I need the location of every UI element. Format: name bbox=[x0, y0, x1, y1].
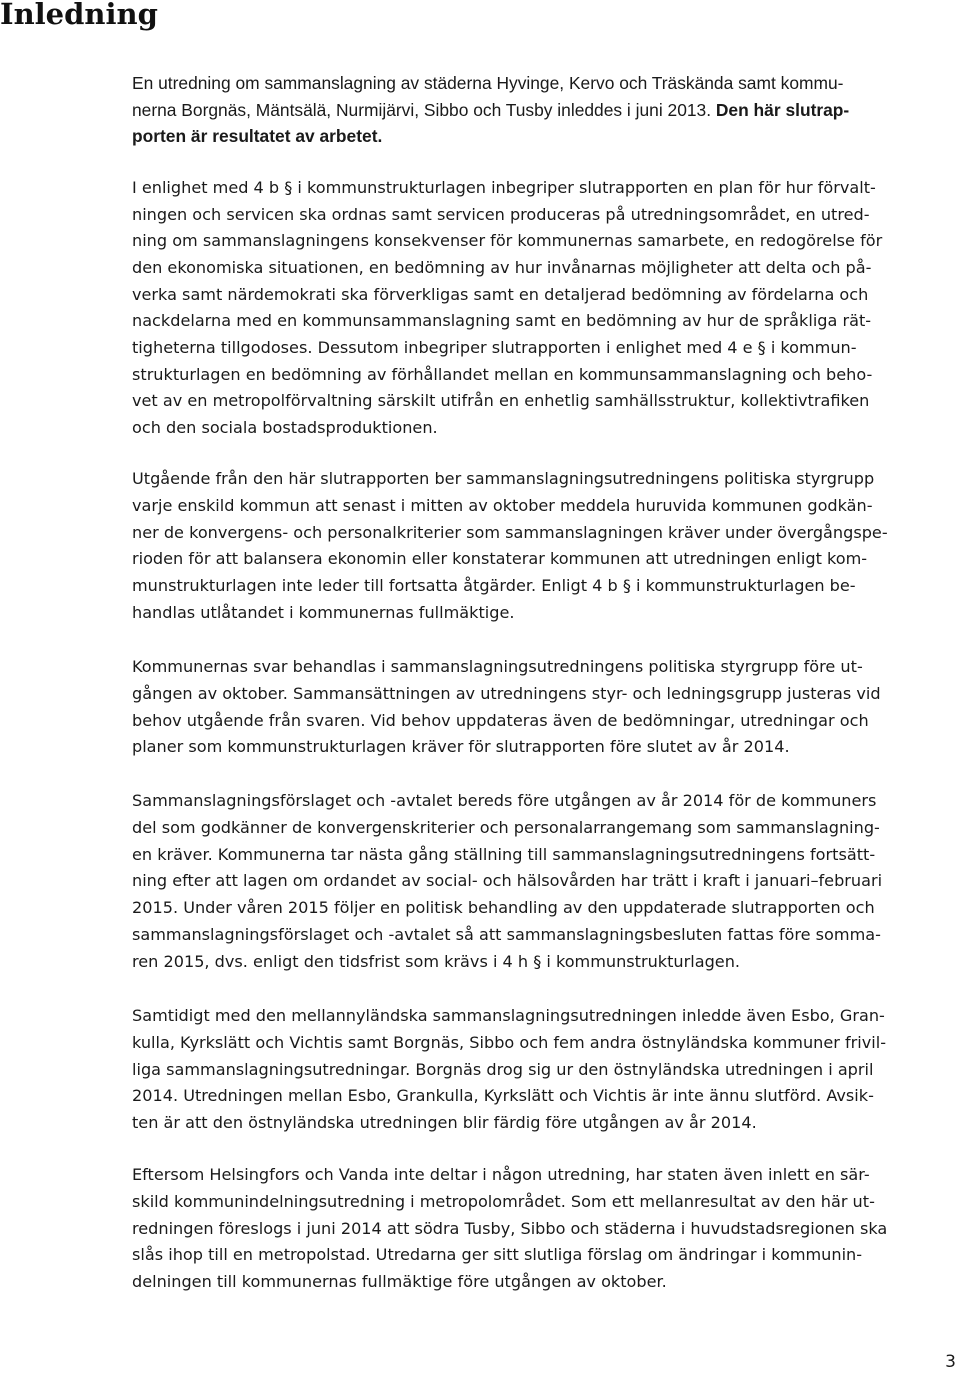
paragraph-intro bbox=[132, 70, 849, 150]
paragraph-intro-bold: Den här slutrap- porten är resultatet av arbetet. bbox=[132, 99, 850, 146]
paragraph-steering-group: Utgående från den här slutrapporten ber sammanslagningsutredningens politiska styrgrupp varje enskild kommun att senast i mitten av oktober meddela huruvida kommunen godkän- ner de konvergens- och personalkriterier som sammanslagningen kräver under övergångspe- rioden för att balansera ekonomin eller konstaterar kommunen att utredningen enligt kom- munstrukturlagen inte leder till fortsatta åtgärder. Enligt 4 b § i kommunstrukturlagen be- handlas utlåtandet i kommunernas fullmäktige. bbox=[132, 469, 888, 622]
paragraph-municipal-responses: Kommunernas svar behandlas i sammanslagningsutredningens politiska styrgrupp före ut- gången av oktober. Sammansättningen av utredningens styr- och ledningsgrupp justeras vid behov utgående från svaren. Vid behov uppdateras även de bedömningar, utredningar och planer som kommunstrukturlagen kräver för slutrapporten före slutet av år 2014. bbox=[132, 657, 881, 757]
paragraph-merger-proposal: Sammanslagningsförslaget och -avtalet bereds före utgången av år 2014 för de kommuners del som godkänner de konvergenskriterier och personalarrangemang som sammanslagning- en kräver. Kommunerna tar nästa gång ställning till sammanslagningsutredningens fortsätt- ning efter att lagen om ordandet av social- och hälsovården har trätt i kraft i januari–februari 2015. Under våren 2015 följer en politisk behandling av den uppdaterade slutrapporten och sammanslagningsförslaget och -avtalet så att sammanslagningsbesluten fattas före somma- ren 2015, dvs. enligt den tidsfrist som krävs i 4 h § i kommunstrukturlagen. bbox=[132, 791, 883, 971]
paragraph-report-contents: I enlighet med 4 b § i kommunstrukturlagen inbegriper slutrapporten en plan för hur förvalt- ningen och servicen ska ordnas samt servicen produceras på utredningsområdet, en utred- ning om sammanslagningens konsekvenser för kommunernas samarbete, en redogörelse för den ekonomiska situationen, en bedömning av hur invånarnas möjligheter att delta och på- verka samt närdemokrati ska förverkligas samt en detaljerad bedömning av fördelarna och nackdelarna med en kommunsammanslagning samt en bedömning av hur de språkliga rät- tigheterna tillgodoses. Dessutom inbegriper slutrapporten i enlighet med 4 e § i kommun- strukturlagen en bedömning av förhållandet mellan en kommunsammanslagning och beho- vet av en metropolförvaltning särskilt utifrån en enhetlig samhällsstruktur, kollektivtrafiken och den sociala bostadsproduktionen. bbox=[132, 178, 883, 437]
paragraph-metropolitan-study: Eftersom Helsingfors och Vanda inte deltar i någon utredning, har staten även inlett en sär- skild kommunindelningsutredning i metropolområdet. Som ett mellanresultat av den här ut- redningen föreslogs i juni 2014 att södra Tusby, Sibbo och städerna i huvudstadsregionen ska slås ihop till en metropolstad. Utredarna ger sitt slutliga förslag om ändringar i kommunin- delningen till kommunernas fullmäktige före utgången av oktober. bbox=[132, 1165, 888, 1292]
paragraph-parallel-studies: Samtidigt med den mellannyländska sammanslagningsutredningen inledde även Esbo, Gran- kulla, Kyrkslätt och Vichtis samt Borgnäs, Sibbo och fem andra östnyländska kommuner frivil- liga sammanslagningsutredningar. Borgnäs drog sig ur den östnyländska utredningen i april 2014. Utredningen mellan Esbo, Grankulla, Kyrkslätt och Vichtis är inte ännu slutförd. Avsik- ten är att den östnyländska utredningen blir färdig före utgången av år 2014. bbox=[132, 1006, 887, 1133]
page-title: Inledning bbox=[0, 0, 158, 31]
page-number: 3 bbox=[945, 1352, 956, 1372]
paragraph-intro-text: En utredning om sammanslagning av städerna Hyvinge, Kervo och Träskända samt kommu- nerna Borgnäs, Mäntsälä, Nurmijärvi, Sibbo och Tusby inleddes i juni 2013. bbox=[132, 73, 844, 120]
